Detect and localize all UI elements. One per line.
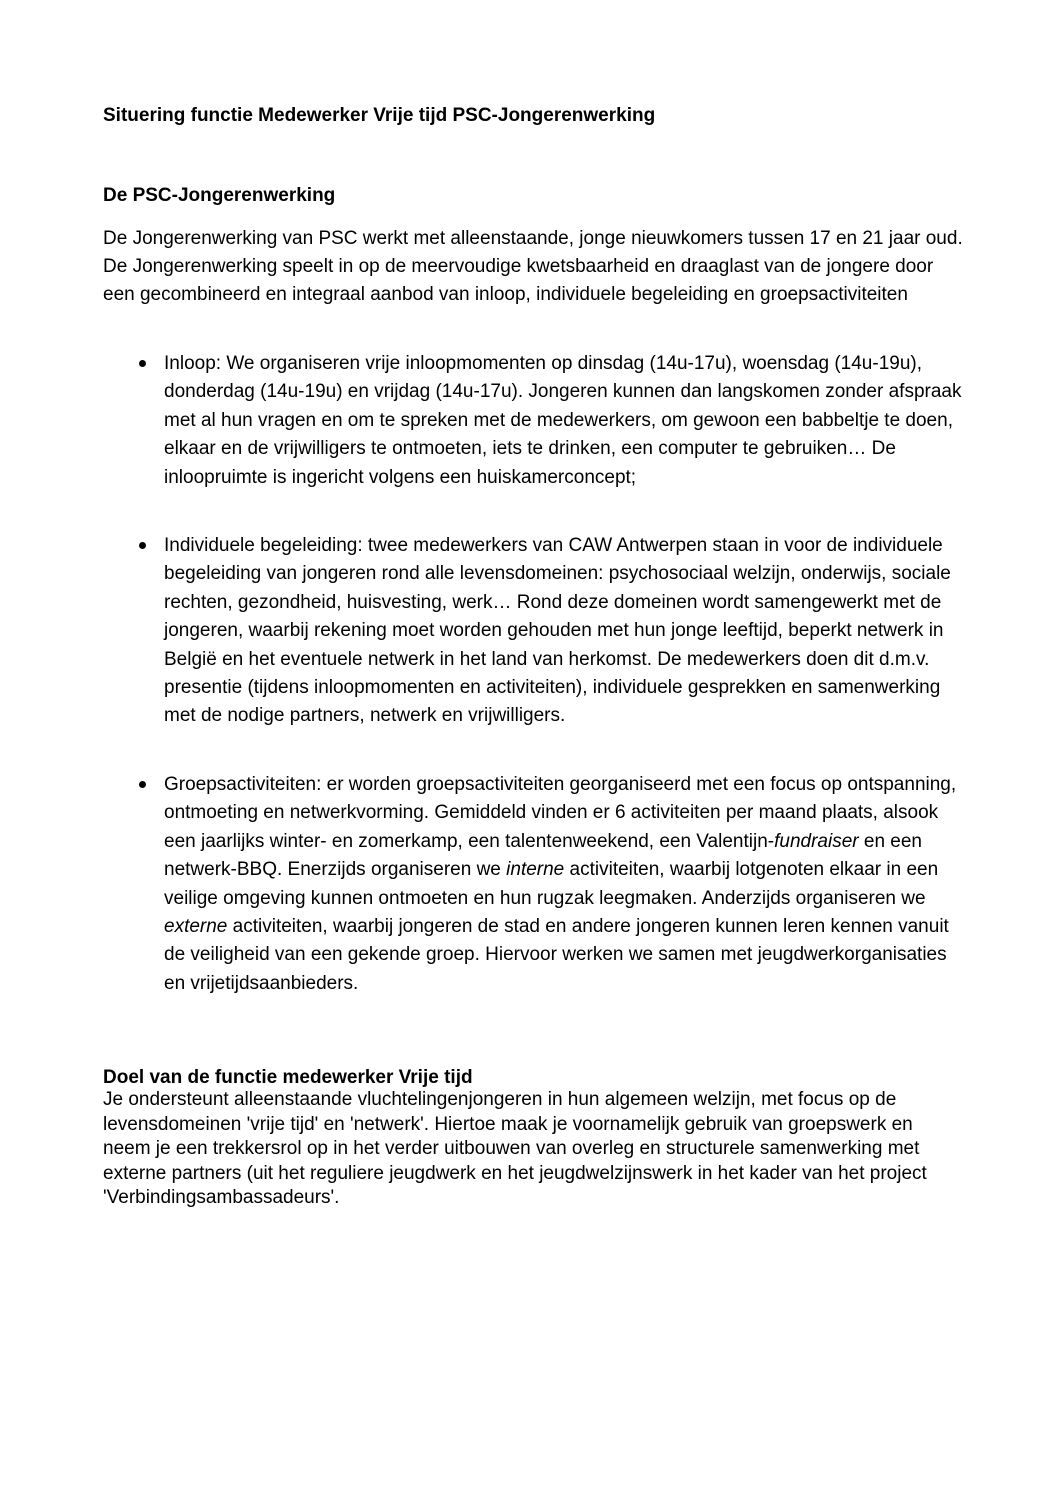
bullet-icon — [139, 360, 146, 367]
document-title: Situering functie Medewerker Vrije tijd PSC-Jongerenwerking — [103, 105, 656, 126]
bullet-text-part1: Groepsactiviteiten: er worden groepsactiviteiten georganiseerd met een focus op ontspanning, ontmoeting en netwerkvorming. Gemiddeld vinden er 6 activiteiten per maand plaats, alsook een jaarlijks winter- en zomerkamp, een talentenweekend, een Valentijn- — [164, 774, 957, 852]
bullet-item-begeleiding — [103, 532, 963, 731]
bullet-item-inloop — [103, 350, 963, 492]
bullet-list-groepsactiviteiten — [103, 771, 963, 998]
italic-fundraiser: fundraiser — [774, 830, 859, 852]
bullet-item-groepsactiviteiten — [103, 771, 963, 998]
section-doel-paragraph: Je ondersteunt alleenstaande vluchtelingenjongeren in hun algemeen welzijn, met focus op de levensdomeinen 'vrije tijd' en 'netwerk'. Hiertoe maak je voornamelijk gebruik van groepswerk en neem je een trekkersrol op in het verder uitbouwen van overleg en structurele samenwerking met externe partners (uit het reguliere jeugdwerk en het jeugdwelzijnswerk in het kader van het project 'Verbindingsambassadeurs'. — [103, 1089, 927, 1209]
bullet-text-part4: activiteiten, waarbij jongeren de stad en andere jongeren kunnen leren kennen vanuit de veiligheid van een gekende groep. Hiervoor werken we samen met jeugdwerkorganisaties en vrijetijdsaanbieders. — [164, 916, 949, 994]
bullet-text-part3: activiteiten, waarbij lotgenoten elkaar in een veilige omgeving kunnen ontmoeten en hun rugzak leegmaken. Anderzijds organiseren we — [164, 859, 939, 909]
italic-externe: externe — [164, 916, 228, 938]
bullet-icon — [139, 542, 146, 549]
bullet-text-part2: en een netwerk-BBQ. Enerzijds organiseren we — [164, 830, 923, 881]
bullet-text-inloop: Inloop: We organiseren vrije inloopmomenten op dinsdag (14u-17u), woensdag (14u-19u), donderdag (14u-19u) en vrijdag (14u-17u). Jongeren kunnen dan langskomen zonder afspraak met al hun vragen en om te spreken met de medewerkers, om gewoon een babbeltje te doen, elkaar en de vrijwilligers te ontmoeten, iets te drinken, een computer te gebruiken… De inloopruimte is ingericht volgens een huiskamerconcept; — [164, 353, 962, 488]
section-intro-paragraph: De Jongerenwerking van PSC werkt met alleenstaande, jonge nieuwkomers tussen 17 en 21 jaar oud. De Jongerenwerking speelt in op de meervoudige kwetsbaarheid en draaglast van de jongere door een gecombineerd en integraal aanbod van inloop, individuele begeleiding en groepsactiviteiten — [103, 228, 963, 305]
bullet-text-begeleiding: Individuele begeleiding: twee medewerkers van CAW Antwerpen staan in voor de individuele begeleiding van jongeren rond alle levensdomeinen: psychosociaal welzijn, onderwijs, sociale rechten, gezondheid, huisvesting, werk… Rond deze domeinen wordt samengewerkt met de jongeren, waarbij rekening moet worden gehouden met hun jonge leeftijd, beperkt netwerk in België en het eventuele netwerk in het land van herkomst. De medewerkers doen dit d.m.v. presentie (tijdens inloopmomenten en activiteiten), individuele gesprekken en samenwerking met de nodige partners, netwerk en vrijwilligers. — [164, 535, 951, 727]
italic-interne: interne — [506, 859, 565, 881]
bullet-list-begeleiding — [103, 532, 963, 731]
bullet-list-inloop — [103, 350, 963, 492]
section-heading-doel: Doel van de functie medewerker Vrije tijd — [103, 1067, 473, 1088]
bullet-icon — [139, 781, 146, 788]
section-heading-psc: De PSC-Jongerenwerking — [103, 185, 336, 206]
